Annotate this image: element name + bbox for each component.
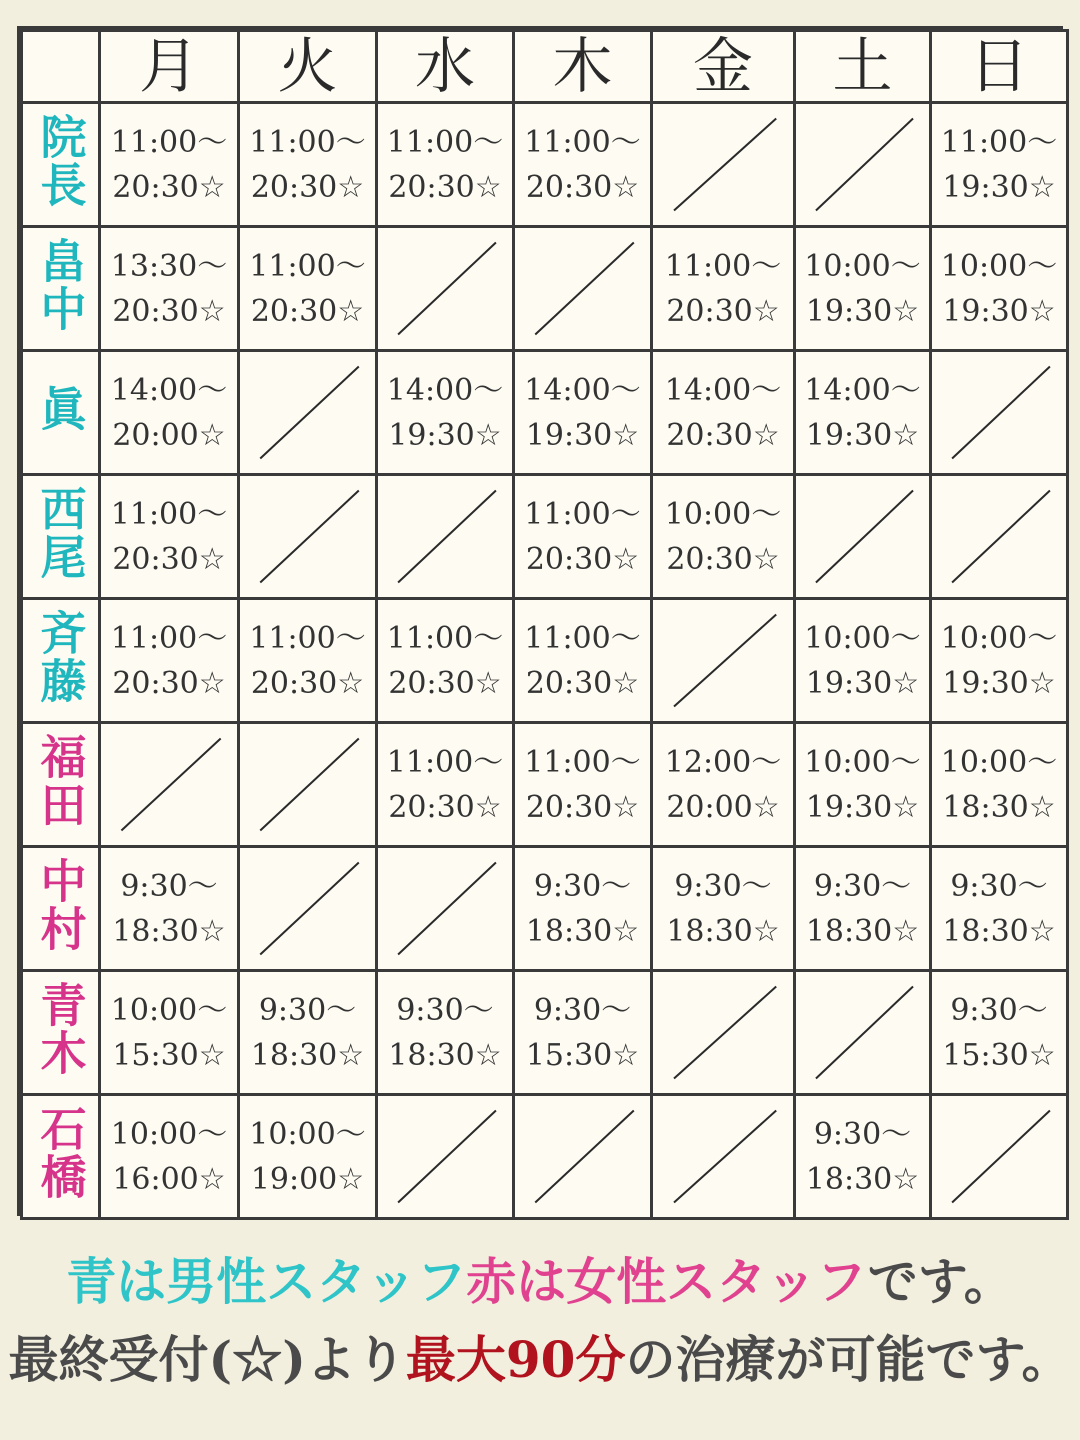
- shift-cell-thu: [514, 723, 652, 847]
- shift-cell-wed: [377, 103, 514, 227]
- day-off-slash-icon: [378, 848, 512, 969]
- shift-end: 20:30☆: [388, 665, 502, 701]
- day-off-cell-sat: [795, 971, 931, 1095]
- staff-row: [22, 475, 1068, 599]
- shift-cell-sun: [931, 599, 1068, 723]
- shift-start: 11:00〜: [386, 620, 504, 656]
- shift-start: 10:00〜: [804, 248, 921, 284]
- shift-start: 9:30〜: [533, 992, 632, 1028]
- shift-end: 20:30☆: [525, 169, 640, 205]
- day-off-slash-icon: [653, 1096, 793, 1217]
- shift-cell-mon: [100, 351, 239, 475]
- day-off-slash-icon: [240, 352, 375, 473]
- legend-tail: です。: [867, 1252, 1014, 1311]
- staff-name-cell: [22, 227, 100, 351]
- day-header-mon: 月: [100, 31, 239, 103]
- shift-end: 20:30☆: [666, 293, 780, 329]
- shift-end: 19:00☆: [250, 1161, 365, 1197]
- shift-cell-tue: [239, 971, 377, 1095]
- day-off-cell-wed: [377, 227, 514, 351]
- shift-end: 19:30☆: [805, 417, 920, 453]
- treatment-note-prefix: 最終受付(☆)より: [8, 1330, 406, 1389]
- staff-row: [22, 723, 1068, 847]
- shift-start: 11:00〜: [524, 496, 641, 532]
- shift-cell-mon: [100, 971, 239, 1095]
- shift-start: 9:30〜: [674, 868, 772, 904]
- shift-start: 14:00〜: [804, 372, 921, 408]
- shift-start: 11:00〜: [110, 124, 228, 160]
- shift-end: 19:30☆: [805, 293, 920, 329]
- staff-row: [22, 847, 1068, 971]
- shift-cell-sun: [931, 103, 1068, 227]
- day-off-cell-sun: [931, 1095, 1068, 1219]
- shift-end: 15:30☆: [112, 1037, 226, 1073]
- shift-end: 20:30☆: [250, 293, 365, 329]
- staff-name: 中村: [33, 857, 88, 953]
- staff-name: 斉藤: [33, 609, 88, 705]
- shift-cell-fri: [652, 227, 795, 351]
- staff-name: 青木: [33, 981, 88, 1077]
- shift-end: 20:00☆: [666, 789, 780, 825]
- day-off-slash-icon: [653, 972, 793, 1093]
- day-off-cell-tue: [239, 723, 377, 847]
- shift-start: 9:30〜: [813, 868, 912, 904]
- shift-cell-wed: [377, 599, 514, 723]
- shift-start: 10:00〜: [110, 1116, 228, 1152]
- shift-start: 10:00〜: [664, 496, 782, 532]
- day-off-cell-wed: [377, 1095, 514, 1219]
- day-off-slash-icon: [932, 476, 1066, 597]
- shift-cell-thu: [514, 351, 652, 475]
- shift-end: 19:30☆: [942, 293, 1056, 329]
- shift-cell-fri: [652, 847, 795, 971]
- shift-cell-mon: [100, 847, 239, 971]
- day-off-slash-icon: [378, 476, 512, 597]
- day-header-fri: 金: [652, 31, 795, 103]
- day-off-cell-wed: [377, 847, 514, 971]
- day-off-cell-tue: [239, 475, 377, 599]
- shift-cell-sat: [795, 847, 931, 971]
- shift-end: 19:30☆: [388, 417, 502, 453]
- shift-start: 9:30〜: [396, 992, 494, 1028]
- shift-end: 19:30☆: [525, 417, 640, 453]
- shift-cell-sat: [795, 599, 931, 723]
- shift-start: 11:00〜: [249, 248, 366, 284]
- shift-end: 19:30☆: [805, 665, 920, 701]
- day-off-cell-mon: [100, 723, 239, 847]
- shift-cell-sat: [795, 723, 931, 847]
- shift-cell-sat: [795, 1095, 931, 1219]
- shift-start: 11:00〜: [524, 744, 641, 780]
- treatment-note-emphasis: 最大90分: [405, 1330, 626, 1389]
- shift-cell-tue: [239, 1095, 377, 1219]
- day-off-cell-thu: [514, 1095, 652, 1219]
- staff-name: 西尾: [33, 485, 88, 581]
- staff-name-cell: [22, 1095, 100, 1219]
- shift-cell-thu: [514, 599, 652, 723]
- shift-start: 11:00〜: [940, 124, 1058, 160]
- staff-name-cell: [22, 723, 100, 847]
- shift-end: 18:30☆: [250, 1037, 365, 1073]
- shift-cell-mon: [100, 1095, 239, 1219]
- shift-cell-tue: [239, 227, 377, 351]
- shift-start: 11:00〜: [249, 124, 366, 160]
- shift-start: 11:00〜: [386, 124, 504, 160]
- shift-end: 20:00☆: [112, 417, 226, 453]
- staff-name-cell: [22, 599, 100, 723]
- shift-end: 20:30☆: [250, 665, 365, 701]
- shift-start: 9:30〜: [950, 992, 1048, 1028]
- day-off-cell-sat: [795, 103, 931, 227]
- legend-note: [0, 1242, 1080, 1314]
- shift-end: 18:30☆: [942, 913, 1056, 949]
- day-off-slash-icon: [378, 228, 512, 349]
- shift-end: 18:30☆: [388, 1037, 502, 1073]
- shift-cell-sat: [795, 227, 931, 351]
- shift-end: 18:30☆: [942, 789, 1056, 825]
- day-header-thu: 木: [514, 31, 652, 103]
- shift-cell-mon: [100, 103, 239, 227]
- schedule-body: [22, 103, 1068, 1219]
- shift-start: 10:00〜: [940, 248, 1058, 284]
- shift-start: 9:30〜: [950, 868, 1048, 904]
- day-off-slash-icon: [796, 104, 929, 225]
- shift-end: 20:30☆: [112, 169, 226, 205]
- shift-end: 18:30☆: [666, 913, 780, 949]
- shift-start: 9:30〜: [120, 868, 218, 904]
- shift-cell-sun: [931, 723, 1068, 847]
- shift-end: 20:30☆: [112, 293, 226, 329]
- shift-end: 20:30☆: [112, 541, 226, 577]
- shift-start: 10:00〜: [110, 992, 228, 1028]
- shift-cell-thu: [514, 475, 652, 599]
- shift-cell-thu: [514, 103, 652, 227]
- staff-row: [22, 103, 1068, 227]
- shift-cell-mon: [100, 475, 239, 599]
- shift-end: 18:30☆: [525, 913, 640, 949]
- staff-name-cell: [22, 351, 100, 475]
- shift-end: 19:30☆: [942, 665, 1056, 701]
- shift-cell-mon: [100, 227, 239, 351]
- shift-end: 20:30☆: [112, 665, 226, 701]
- schedule-table: [20, 29, 1069, 1220]
- staff-row: [22, 971, 1068, 1095]
- shift-cell-sun: [931, 847, 1068, 971]
- day-off-slash-icon: [378, 1096, 512, 1217]
- day-off-slash-icon: [515, 1096, 650, 1217]
- day-off-slash-icon: [796, 972, 929, 1093]
- day-header-tue: 火: [239, 31, 377, 103]
- shift-start: 11:00〜: [664, 248, 782, 284]
- shift-start: 11:00〜: [110, 496, 228, 532]
- shift-start: 14:00〜: [524, 372, 641, 408]
- shift-start: 10:00〜: [804, 744, 921, 780]
- staff-name-cell: [22, 103, 100, 227]
- day-header-sun: 日: [931, 31, 1068, 103]
- day-off-cell-fri: [652, 971, 795, 1095]
- shift-end: 18:30☆: [112, 913, 226, 949]
- day-off-slash-icon: [932, 352, 1066, 473]
- staff-name: 石橋: [33, 1105, 88, 1201]
- day-off-slash-icon: [515, 228, 650, 349]
- day-off-slash-icon: [796, 476, 929, 597]
- shift-start: 11:00〜: [524, 620, 641, 656]
- staff-name: 福田: [33, 733, 88, 829]
- staff-name-cell: [22, 971, 100, 1095]
- staff-name: 畠中: [33, 237, 88, 333]
- day-off-slash-icon: [653, 104, 793, 225]
- shift-cell-wed: [377, 351, 514, 475]
- shift-end: 15:30☆: [525, 1037, 640, 1073]
- shift-end: 20:30☆: [388, 169, 502, 205]
- shift-cell-tue: [239, 599, 377, 723]
- shift-cell-tue: [239, 103, 377, 227]
- staff-name: 院長: [33, 113, 88, 209]
- shift-end: 20:30☆: [525, 789, 640, 825]
- shift-end: 18:30☆: [805, 1161, 920, 1197]
- shift-end: 20:30☆: [525, 665, 640, 701]
- shift-cell-mon: [100, 599, 239, 723]
- shift-start: 10:00〜: [804, 620, 921, 656]
- shift-start: 9:30〜: [813, 1116, 912, 1152]
- day-off-cell-fri: [652, 1095, 795, 1219]
- shift-end: 20:30☆: [250, 169, 365, 205]
- day-off-cell-wed: [377, 475, 514, 599]
- shift-start: 9:30〜: [258, 992, 357, 1028]
- shift-start: 14:00〜: [386, 372, 504, 408]
- day-off-slash-icon: [932, 1096, 1066, 1217]
- shift-start: 11:00〜: [110, 620, 228, 656]
- day-off-cell-fri: [652, 599, 795, 723]
- shift-start: 11:00〜: [249, 620, 366, 656]
- day-off-cell-tue: [239, 351, 377, 475]
- staff-row: [22, 599, 1068, 723]
- shift-cell-sat: [795, 351, 931, 475]
- day-off-cell-sat: [795, 475, 931, 599]
- schedule-table-container: [17, 26, 1063, 1216]
- shift-end: 19:30☆: [805, 789, 920, 825]
- day-off-cell-sun: [931, 351, 1068, 475]
- shift-end: 20:30☆: [666, 417, 780, 453]
- day-off-cell-thu: [514, 227, 652, 351]
- shift-cell-sun: [931, 227, 1068, 351]
- shift-start: 14:00〜: [110, 372, 228, 408]
- shift-end: 20:30☆: [525, 541, 640, 577]
- header-row: [22, 31, 1068, 103]
- female-staff-legend: 赤は女性スタッフ: [466, 1252, 868, 1311]
- day-off-cell-sun: [931, 475, 1068, 599]
- shift-cell-fri: [652, 351, 795, 475]
- shift-cell-wed: [377, 971, 514, 1095]
- day-header-sat: 土: [795, 31, 931, 103]
- shift-start: 14:00〜: [664, 372, 782, 408]
- shift-end: 20:30☆: [666, 541, 780, 577]
- shift-start: 10:00〜: [249, 1116, 366, 1152]
- shift-cell-thu: [514, 971, 652, 1095]
- shift-end: 18:30☆: [805, 913, 920, 949]
- day-off-cell-fri: [652, 103, 795, 227]
- day-off-cell-tue: [239, 847, 377, 971]
- shift-cell-sun: [931, 971, 1068, 1095]
- treatment-note: [0, 1320, 1080, 1392]
- shift-cell-wed: [377, 723, 514, 847]
- staff-row: [22, 1095, 1068, 1219]
- day-off-slash-icon: [240, 724, 375, 845]
- staff-name-cell: [22, 847, 100, 971]
- shift-start: 10:00〜: [940, 744, 1058, 780]
- shift-start: 11:00〜: [386, 744, 504, 780]
- day-off-slash-icon: [240, 476, 375, 597]
- male-staff-legend: 青は男性スタッフ: [66, 1252, 467, 1311]
- staff-name-cell: [22, 475, 100, 599]
- shift-end: 20:30☆: [388, 789, 502, 825]
- shift-start: 10:00〜: [940, 620, 1058, 656]
- shift-start: 13:30〜: [110, 248, 228, 284]
- staff-row: [22, 227, 1068, 351]
- day-header-wed: 水: [377, 31, 514, 103]
- shift-start: 9:30〜: [533, 868, 632, 904]
- staff-row: [22, 351, 1068, 475]
- shift-end: 19:30☆: [942, 169, 1056, 205]
- shift-end: 15:30☆: [942, 1037, 1056, 1073]
- shift-start: 11:00〜: [524, 124, 641, 160]
- shift-cell-fri: [652, 723, 795, 847]
- shift-start: 12:00〜: [664, 744, 782, 780]
- shift-cell-thu: [514, 847, 652, 971]
- treatment-note-suffix: の治療が可能です。: [625, 1330, 1072, 1389]
- staff-name: 眞: [33, 385, 88, 433]
- day-off-slash-icon: [653, 600, 793, 721]
- shift-end: 16:00☆: [112, 1161, 226, 1197]
- corner-cell: [22, 31, 100, 103]
- day-off-slash-icon: [240, 848, 375, 969]
- shift-cell-fri: [652, 475, 795, 599]
- day-off-slash-icon: [101, 724, 237, 845]
